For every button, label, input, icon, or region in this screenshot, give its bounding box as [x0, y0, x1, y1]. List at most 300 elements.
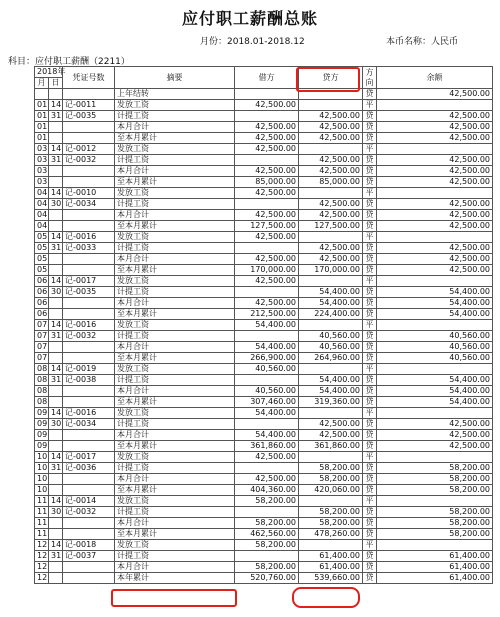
row-direction: 贷	[363, 166, 377, 177]
row-day	[49, 518, 63, 529]
row-direction: 贷	[363, 529, 377, 540]
row-debit	[235, 507, 299, 518]
row-credit: 42,500.00	[299, 155, 363, 166]
row-credit: 54,400.00	[299, 298, 363, 309]
row-credit	[299, 89, 363, 100]
row-day	[49, 441, 63, 452]
table-row	[35, 540, 493, 551]
row-month: 09	[35, 441, 49, 452]
row-direction: 贷	[363, 485, 377, 496]
row-credit: 42,500.00	[299, 254, 363, 265]
row-summary: 至本月累计	[115, 177, 235, 188]
row-credit: 54,400.00	[299, 287, 363, 298]
table-row	[35, 155, 493, 166]
row-day: 14	[49, 320, 63, 331]
row-voucher: 记-0037	[63, 551, 115, 562]
row-balance: 42,500.00	[377, 265, 493, 276]
row-credit: 42,500.00	[299, 419, 363, 430]
row-debit: 40,560.00	[235, 364, 299, 375]
row-day	[49, 177, 63, 188]
row-month: 08	[35, 386, 49, 397]
row-debit: 42,500.00	[235, 276, 299, 287]
header-month: 月	[35, 78, 49, 89]
row-day	[49, 133, 63, 144]
table-row	[35, 353, 493, 364]
row-summary: 本月合计	[115, 430, 235, 441]
row-voucher: 记-0034	[63, 419, 115, 430]
row-summary: 至本月累计	[115, 441, 235, 452]
row-debit	[235, 199, 299, 210]
table-row	[35, 265, 493, 276]
row-summary: 计提工资	[115, 331, 235, 342]
row-summary: 本月合计	[115, 166, 235, 177]
row-month: 10	[35, 463, 49, 474]
row-summary: 计提工资	[115, 243, 235, 254]
row-credit: 420,060.00	[299, 485, 363, 496]
row-month: 06	[35, 309, 49, 320]
row-month: 08	[35, 397, 49, 408]
year-total-credit-highlight	[292, 587, 360, 608]
row-day	[49, 342, 63, 353]
table-row	[35, 243, 493, 254]
row-direction: 贷	[363, 562, 377, 573]
row-debit: 42,500.00	[235, 144, 299, 155]
row-day: 14	[49, 276, 63, 287]
row-day	[49, 309, 63, 320]
row-debit	[235, 463, 299, 474]
row-day: 31	[49, 463, 63, 474]
row-direction: 贷	[363, 518, 377, 529]
row-debit: 520,760.00	[235, 573, 299, 584]
row-credit: 170,000.00	[299, 265, 363, 276]
row-month: 09	[35, 408, 49, 419]
row-summary: 发放工资	[115, 320, 235, 331]
row-month: 07	[35, 353, 49, 364]
row-month: 11	[35, 518, 49, 529]
row-debit	[235, 89, 299, 100]
row-voucher: 记-0036	[63, 463, 115, 474]
row-voucher	[63, 177, 115, 188]
row-credit: 224,400.00	[299, 309, 363, 320]
row-debit: 54,400.00	[235, 342, 299, 353]
row-direction: 贷	[363, 265, 377, 276]
row-voucher: 记-0034	[63, 199, 115, 210]
row-voucher	[63, 529, 115, 540]
row-direction: 平	[363, 144, 377, 155]
row-month: 07	[35, 320, 49, 331]
row-summary: 计提工资	[115, 551, 235, 562]
row-summary: 至本月累计	[115, 529, 235, 540]
row-summary: 发放工资	[115, 364, 235, 375]
row-direction: 贷	[363, 441, 377, 452]
row-debit	[235, 551, 299, 562]
row-balance: 61,400.00	[377, 551, 493, 562]
row-day: 30	[49, 419, 63, 430]
row-voucher	[63, 89, 115, 100]
row-day: 14	[49, 496, 63, 507]
table-row	[35, 133, 493, 144]
row-summary: 至本月累计	[115, 397, 235, 408]
row-day	[49, 474, 63, 485]
row-balance: 42,500.00	[377, 122, 493, 133]
row-month: 12	[35, 562, 49, 573]
row-balance: 42,500.00	[377, 210, 493, 221]
header-direction: 方向	[363, 67, 377, 89]
row-voucher	[63, 441, 115, 452]
row-balance	[377, 100, 493, 111]
table-row	[35, 89, 493, 100]
row-day	[49, 122, 63, 133]
row-debit: 42,500.00	[235, 100, 299, 111]
table-row	[35, 496, 493, 507]
row-day: 31	[49, 243, 63, 254]
row-day: 31	[49, 375, 63, 386]
row-month: 05	[35, 232, 49, 243]
row-credit: 42,500.00	[299, 111, 363, 122]
table-row	[35, 463, 493, 474]
row-month: 12	[35, 551, 49, 562]
table-row	[35, 210, 493, 221]
row-direction: 贷	[363, 342, 377, 353]
row-voucher: 记-0032	[63, 331, 115, 342]
row-balance	[377, 408, 493, 419]
row-direction: 平	[363, 188, 377, 199]
table-row	[35, 551, 493, 562]
row-summary: 计提工资	[115, 375, 235, 386]
row-credit: 85,000.00	[299, 177, 363, 188]
row-debit	[235, 375, 299, 386]
row-summary: 发放工资	[115, 276, 235, 287]
header-credit: 贷方	[299, 67, 363, 89]
row-direction: 贷	[363, 331, 377, 342]
row-credit: 42,500.00	[299, 166, 363, 177]
row-credit: 58,200.00	[299, 463, 363, 474]
row-day: 31	[49, 155, 63, 166]
row-debit: 42,500.00	[235, 133, 299, 144]
table-row	[35, 199, 493, 210]
row-balance: 58,200.00	[377, 485, 493, 496]
row-day	[49, 210, 63, 221]
currency-label: 本币名称：人民币	[385, 37, 458, 47]
row-debit: 404,360.00	[235, 485, 299, 496]
row-summary: 发放工资	[115, 496, 235, 507]
row-balance: 54,400.00	[377, 386, 493, 397]
row-voucher	[63, 386, 115, 397]
row-day	[49, 529, 63, 540]
row-direction: 平	[363, 364, 377, 375]
header-summary: 摘要	[115, 67, 235, 89]
row-summary: 至本月累计	[115, 485, 235, 496]
row-day	[49, 298, 63, 309]
row-credit: 54,400.00	[299, 375, 363, 386]
row-voucher: 记-0035	[63, 287, 115, 298]
row-debit: 54,400.00	[235, 408, 299, 419]
row-day	[49, 353, 63, 364]
row-balance: 42,500.00	[377, 221, 493, 232]
row-direction: 贷	[363, 375, 377, 386]
row-day: 14	[49, 408, 63, 419]
row-summary: 至本月累计	[115, 133, 235, 144]
row-debit: 54,400.00	[235, 320, 299, 331]
row-balance	[377, 496, 493, 507]
row-debit: 42,500.00	[235, 232, 299, 243]
row-month: 01	[35, 133, 49, 144]
row-summary: 本月合计	[115, 474, 235, 485]
row-direction: 平	[363, 408, 377, 419]
table-row	[35, 386, 493, 397]
row-balance: 54,400.00	[377, 397, 493, 408]
row-month: 07	[35, 331, 49, 342]
row-balance: 54,400.00	[377, 287, 493, 298]
row-balance: 42,500.00	[377, 243, 493, 254]
row-month: 01	[35, 111, 49, 122]
row-balance: 58,200.00	[377, 463, 493, 474]
row-summary: 至本月累计	[115, 221, 235, 232]
row-credit: 478,260.00	[299, 529, 363, 540]
row-day	[49, 221, 63, 232]
table-row	[35, 518, 493, 529]
row-day: 30	[49, 287, 63, 298]
row-voucher	[63, 133, 115, 144]
row-month: 06	[35, 287, 49, 298]
row-month: 04	[35, 188, 49, 199]
row-voucher	[63, 562, 115, 573]
row-balance: 42,500.00	[377, 89, 493, 100]
row-direction: 平	[363, 276, 377, 287]
row-month: 03	[35, 177, 49, 188]
table-row	[35, 397, 493, 408]
row-balance: 58,200.00	[377, 507, 493, 518]
row-direction: 贷	[363, 210, 377, 221]
table-row	[35, 485, 493, 496]
row-summary: 计提工资	[115, 199, 235, 210]
row-credit: 42,500.00	[299, 122, 363, 133]
row-direction: 贷	[363, 419, 377, 430]
row-voucher	[63, 342, 115, 353]
table-row	[35, 562, 493, 573]
row-month: 04	[35, 210, 49, 221]
table-row	[35, 320, 493, 331]
table-row	[35, 111, 493, 122]
row-credit: 319,360.00	[299, 397, 363, 408]
row-debit: 127,500.00	[235, 221, 299, 232]
table-row	[35, 419, 493, 430]
row-day: 14	[49, 452, 63, 463]
row-summary: 发放工资	[115, 188, 235, 199]
row-balance	[377, 276, 493, 287]
row-credit	[299, 100, 363, 111]
row-direction: 平	[363, 232, 377, 243]
row-balance: 42,500.00	[377, 133, 493, 144]
row-day: 14	[49, 144, 63, 155]
row-credit: 361,860.00	[299, 441, 363, 452]
row-summary: 发放工资	[115, 452, 235, 463]
row-debit: 40,560.00	[235, 386, 299, 397]
row-credit	[299, 496, 363, 507]
row-credit: 42,500.00	[299, 133, 363, 144]
table-row	[35, 254, 493, 265]
row-debit: 58,200.00	[235, 540, 299, 551]
row-direction: 平	[363, 100, 377, 111]
row-direction: 平	[363, 452, 377, 463]
row-voucher	[63, 298, 115, 309]
row-balance: 42,500.00	[377, 430, 493, 441]
row-debit	[235, 419, 299, 430]
row-voucher: 记-0035	[63, 111, 115, 122]
row-direction: 贷	[363, 155, 377, 166]
row-day: 14	[49, 188, 63, 199]
row-direction: 贷	[363, 89, 377, 100]
row-voucher: 记-0019	[63, 364, 115, 375]
row-voucher	[63, 485, 115, 496]
row-balance	[377, 144, 493, 155]
row-voucher	[63, 430, 115, 441]
row-summary: 计提工资	[115, 463, 235, 474]
row-debit	[235, 331, 299, 342]
table-row	[35, 232, 493, 243]
row-direction: 贷	[363, 386, 377, 397]
row-debit: 361,860.00	[235, 441, 299, 452]
row-credit	[299, 276, 363, 287]
row-voucher: 记-0011	[63, 100, 115, 111]
row-summary: 本月合计	[115, 562, 235, 573]
row-balance: 58,200.00	[377, 529, 493, 540]
row-day	[49, 265, 63, 276]
row-balance: 40,560.00	[377, 331, 493, 342]
row-summary: 计提工资	[115, 507, 235, 518]
row-month: 07	[35, 342, 49, 353]
row-direction: 贷	[363, 177, 377, 188]
year-total-summary-highlight	[111, 589, 237, 607]
table-row	[35, 331, 493, 342]
row-debit	[235, 243, 299, 254]
table-row	[35, 430, 493, 441]
row-debit: 212,500.00	[235, 309, 299, 320]
row-debit: 54,400.00	[235, 430, 299, 441]
row-debit	[235, 155, 299, 166]
row-credit: 40,560.00	[299, 342, 363, 353]
header-year: 2018年	[35, 67, 63, 78]
row-balance	[377, 452, 493, 463]
row-credit: 58,200.00	[299, 507, 363, 518]
row-credit: 42,500.00	[299, 430, 363, 441]
table-row	[35, 122, 493, 133]
row-month: 11	[35, 529, 49, 540]
row-debit: 462,560.00	[235, 529, 299, 540]
row-balance: 40,560.00	[377, 342, 493, 353]
row-month: 10	[35, 485, 49, 496]
row-debit: 42,500.00	[235, 298, 299, 309]
row-debit: 42,500.00	[235, 210, 299, 221]
row-month: 06	[35, 298, 49, 309]
row-summary: 本月合计	[115, 254, 235, 265]
row-voucher: 记-0038	[63, 375, 115, 386]
row-credit: 61,400.00	[299, 562, 363, 573]
row-month: 12	[35, 540, 49, 551]
row-balance	[377, 540, 493, 551]
table-row	[35, 474, 493, 485]
row-direction: 平	[363, 540, 377, 551]
row-day	[49, 166, 63, 177]
table-row	[35, 287, 493, 298]
row-summary: 计提工资	[115, 155, 235, 166]
row-balance: 58,200.00	[377, 474, 493, 485]
row-debit: 58,200.00	[235, 518, 299, 529]
row-voucher: 记-0012	[63, 144, 115, 155]
row-day: 31	[49, 551, 63, 562]
row-direction: 贷	[363, 199, 377, 210]
row-debit	[235, 111, 299, 122]
ledger-title: 应付职工薪酬总账	[181, 9, 318, 28]
row-summary: 本月合计	[115, 386, 235, 397]
row-summary: 至本月累计	[115, 309, 235, 320]
row-day: 31	[49, 331, 63, 342]
row-summary: 至本月累计	[115, 265, 235, 276]
row-day: 14	[49, 364, 63, 375]
row-month: 10	[35, 474, 49, 485]
row-debit: 170,000.00	[235, 265, 299, 276]
row-summary: 本年累计	[115, 573, 235, 584]
row-summary: 计提工资	[115, 419, 235, 430]
row-balance: 42,500.00	[377, 254, 493, 265]
row-balance: 42,500.00	[377, 111, 493, 122]
row-voucher	[63, 353, 115, 364]
subject-label: 科目：应付职工薪酬（2211）	[8, 57, 130, 67]
row-summary: 发放工资	[115, 408, 235, 419]
row-month: 03	[35, 155, 49, 166]
row-direction: 贷	[363, 430, 377, 441]
row-credit	[299, 188, 363, 199]
row-direction: 贷	[363, 353, 377, 364]
row-debit: 42,500.00	[235, 254, 299, 265]
row-credit: 42,500.00	[299, 210, 363, 221]
row-balance: 61,400.00	[377, 562, 493, 573]
row-direction: 平	[363, 496, 377, 507]
row-balance: 61,400.00	[377, 573, 493, 584]
row-voucher: 记-0017	[63, 276, 115, 287]
table-row	[35, 188, 493, 199]
row-balance: 42,500.00	[377, 177, 493, 188]
row-direction: 贷	[363, 507, 377, 518]
row-credit	[299, 408, 363, 419]
row-direction: 贷	[363, 254, 377, 265]
row-credit	[299, 540, 363, 551]
table-row	[35, 276, 493, 287]
row-month: 12	[35, 573, 49, 584]
row-debit: 85,000.00	[235, 177, 299, 188]
row-summary: 发放工资	[115, 144, 235, 155]
row-voucher: 记-0032	[63, 507, 115, 518]
row-month: 05	[35, 254, 49, 265]
row-debit: 42,500.00	[235, 188, 299, 199]
row-balance: 42,500.00	[377, 199, 493, 210]
row-credit	[299, 320, 363, 331]
header-voucher: 凭证号数	[63, 67, 115, 89]
table-row	[35, 221, 493, 232]
row-summary: 发放工资	[115, 100, 235, 111]
table-row	[35, 441, 493, 452]
row-day: 14	[49, 232, 63, 243]
row-month: 01	[35, 122, 49, 133]
row-voucher: 记-0016	[63, 408, 115, 419]
row-summary: 上年结转	[115, 89, 235, 100]
row-balance: 54,400.00	[377, 298, 493, 309]
row-month: 05	[35, 243, 49, 254]
table-row	[35, 364, 493, 375]
row-summary: 本月合计	[115, 122, 235, 133]
row-direction: 贷	[363, 133, 377, 144]
table-body	[35, 89, 493, 584]
